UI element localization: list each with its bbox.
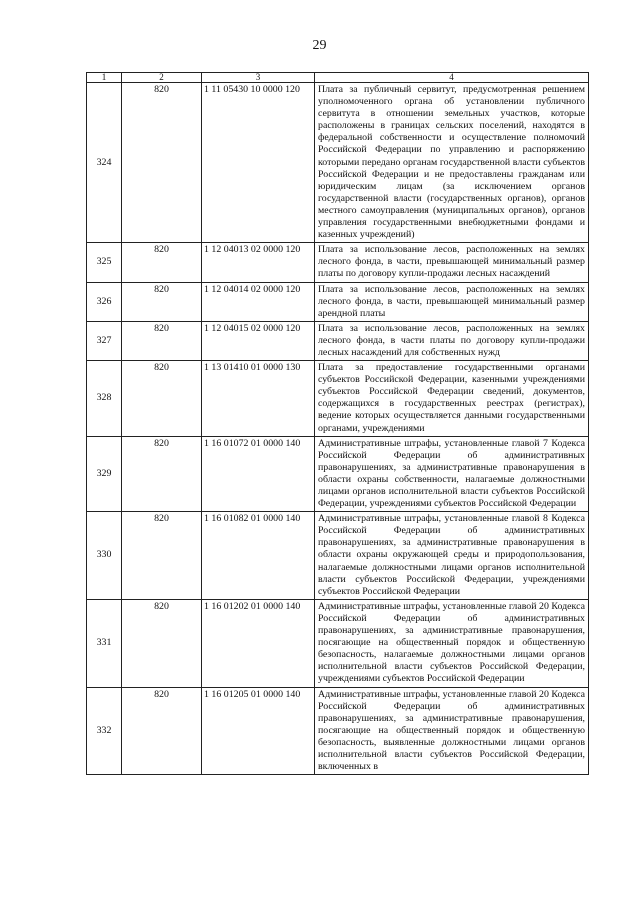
row-number-cell: 324 — [87, 83, 122, 243]
table-row — [87, 512, 589, 600]
row-number-cell: 330 — [87, 512, 122, 600]
admin-code-cell: 820 — [122, 599, 202, 687]
table-row — [87, 282, 589, 321]
row-number-cell: 325 — [87, 243, 122, 282]
budget-code-cell: 1 12 04015 02 0000 120 — [202, 321, 315, 360]
column-header: 2 — [122, 73, 202, 83]
admin-code-cell: 820 — [122, 282, 202, 321]
budget-code-cell: 1 16 01072 01 0000 140 — [202, 436, 315, 512]
table-header-row — [87, 73, 589, 83]
admin-code-cell: 820 — [122, 512, 202, 600]
column-header: 4 — [315, 73, 589, 83]
description-cell: Административные штрафы, установленные главой 20 Кодекса Российской Федерации об административных правонарушениях, за административные правонарушения, посягающие на общественный порядок и общественную безопасность, налагаемые должностными лицами органов исполнительной власти субъектов Российской Федерации, учреждениями субъектов Российской Федерации — [315, 599, 589, 687]
column-header: 1 — [87, 73, 122, 83]
admin-code-cell: 820 — [122, 243, 202, 282]
table-row — [87, 83, 589, 243]
budget-code-cell: 1 12 04014 02 0000 120 — [202, 282, 315, 321]
row-number-cell: 331 — [87, 599, 122, 687]
table-row — [87, 321, 589, 360]
description-cell: Плата за использование лесов, расположенных на землях лесного фонда, в части платы по договору купли-продажи лесных насаждений для собственных нужд — [315, 321, 589, 360]
description-cell: Административные штрафы, установленные главой 20 Кодекса Российской Федерации об административных правонарушениях, за административные правонарушения, посягающие на общественный порядок и общественную безопасность, выявленные должностными лицами органов исполнительной власти субъектов Российской Федерации, включенных в — [315, 687, 589, 775]
page-number: 29 — [312, 38, 327, 53]
budget-code-cell: 1 16 01205 01 0000 140 — [202, 687, 315, 775]
row-number-cell: 327 — [87, 321, 122, 360]
admin-code-cell: 820 — [122, 321, 202, 360]
budget-code-cell: 1 11 05430 10 0000 120 — [202, 83, 315, 243]
table-row — [87, 687, 589, 775]
description-cell: Административные штрафы, установленные главой 7 Кодекса Российской Федерации об административных правонарушениях, за административные правонарушения в области охраны собственности, налагаемые должностными лицами органов исполнительной власти субъектов Российской Федерации, учреждениями субъектов Российской Федерации — [315, 436, 589, 512]
row-number-cell: 328 — [87, 361, 122, 437]
table-row — [87, 599, 589, 687]
budget-code-cell: 1 12 04013 02 0000 120 — [202, 243, 315, 282]
row-number-cell: 326 — [87, 282, 122, 321]
table-row — [87, 361, 589, 437]
budget-code-cell: 1 13 01410 01 0000 130 — [202, 361, 315, 437]
admin-code-cell: 820 — [122, 361, 202, 437]
revenue-table — [86, 72, 589, 775]
table-row — [87, 436, 589, 512]
column-header: 3 — [202, 73, 315, 83]
description-cell: Административные штрафы, установленные главой 8 Кодекса Российской Федерации об административных правонарушениях, за административные правонарушения в области охраны окружающей среды и природопользования, налагаемые должностными лицами органов исполнительной власти субъектов Российской Федерации, учреждениями субъектов Российской Федерации — [315, 512, 589, 600]
budget-code-cell: 1 16 01082 01 0000 140 — [202, 512, 315, 600]
budget-code-cell: 1 16 01202 01 0000 140 — [202, 599, 315, 687]
description-cell: Плата за предоставление государственными органами субъектов Российской Федерации, казенными учреждениями субъектов Российской Федерации сведений, документов, содержащихся в государственных реестрах (регистрах), ведение которых осуществляется данными государственными органами, учреждениями — [315, 361, 589, 437]
row-number-cell: 329 — [87, 436, 122, 512]
description-cell: Плата за использование лесов, расположенных на землях лесного фонда, в части, превышающей минимальный размер арендной платы — [315, 282, 589, 321]
row-number-cell: 332 — [87, 687, 122, 775]
admin-code-cell: 820 — [122, 83, 202, 243]
table-row — [87, 243, 589, 282]
admin-code-cell: 820 — [122, 436, 202, 512]
description-cell: Плата за использование лесов, расположенных на землях лесного фонда, в части, превышающей минимальный размер платы по договору купли-продажи лесных насаждений — [315, 243, 589, 282]
admin-code-cell: 820 — [122, 687, 202, 775]
description-cell: Плата за публичный сервитут, предусмотренная решением уполномоченного органа об установлении публичного сервитута в отношении земельных участков, которые расположены в границах сельских поселений, находятся в федеральной собственности и осуществление полномочий Российской Федерации по управлению и распоряжению которыми передано органам государственной власти субъектов Российской Федерации и не предоставлены гражданам или юридическим лицам (за исключением органов государственной власти (государственных органов), органов местного самоуправления (муниципальных органов), органов управления государственными внебюджетными фондами и казенных учреждений) — [315, 83, 589, 243]
